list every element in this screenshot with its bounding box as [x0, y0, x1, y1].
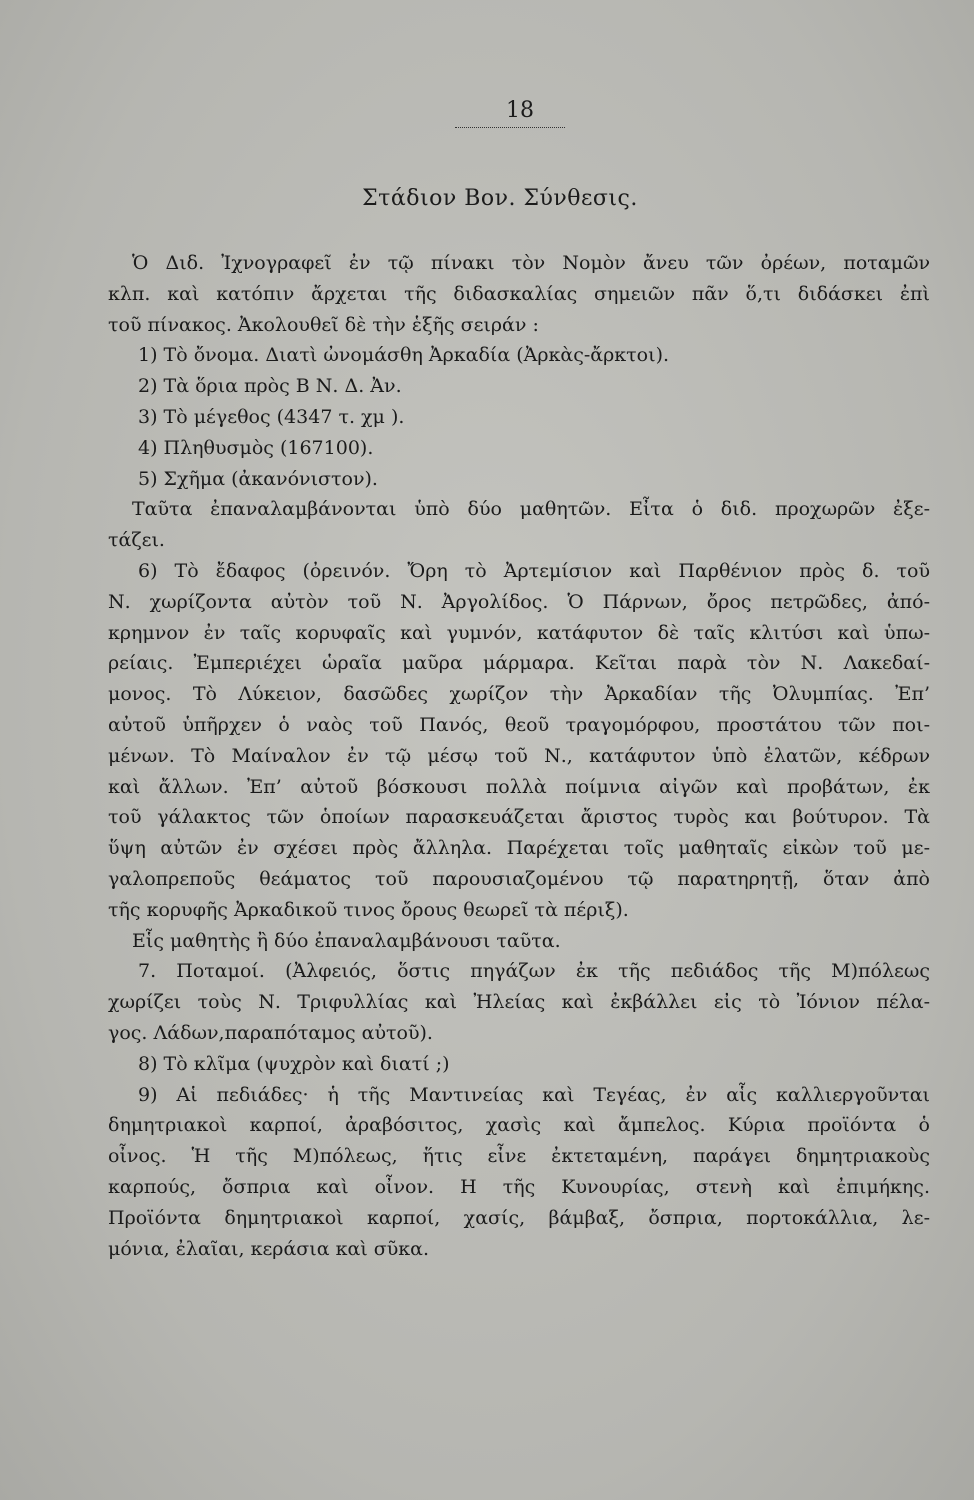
text-line: χωρίζει τοὺς Ν. Τριφυλλίας καὶ Ἠλείας καὶ ἐκβάλλει εἰς τὸ Ἰόνιον πέλα-	[108, 991, 930, 1014]
text-line: Ὁ Διδ. Ἰχνογραφεῖ ἐν τῷ πίνακι τὸν Νομὸν ἄνευ τῶν ὀρέων, ποταμῶν	[132, 252, 930, 274]
text-line: Ν. χωρίζοντα αὐτὸν τοῦ Ν. Ἀργολίδος. Ὁ Πάρνων, ὄρος πετρῶδες, ἀπό-	[108, 590, 930, 613]
page-number-rule	[455, 127, 565, 128]
body-text	[108, 248, 930, 1264]
text-line: τῆς κορυφῆς Ἀρκαδικοῦ τινος ὄρους θεωρεῖ τὰ πέριξ).	[108, 898, 629, 921]
text-line: 1) Τὸ ὄνομα. Διατὶ ὠνομάσθη Ἀρκαδία (Ἀρκὰς-ἄρκτοι).	[138, 344, 670, 367]
text-line: δημητριακοὶ καρποί, ἀραβόσιτος, χασὶς καὶ ἄμπελος. Κύρια προϊόντα ὁ	[108, 1114, 930, 1137]
text-line: μόνια, ἐλαῖαι, κεράσια καὶ σῦκα.	[108, 1237, 430, 1260]
text-line: τάζει.	[108, 529, 165, 552]
text-line: Εἷς μαθητὴς ἢ δύο ἐπαναλαμβάνουσι ταῦτα.	[132, 929, 561, 952]
text-line: 9) Αἱ πεδιάδες· ἡ τῆς Μαντινείας καὶ Τεγέας, ἐν αἷς καλλιεργοῦνται	[138, 1083, 930, 1106]
text-line: τοῦ γάλακτος τῶν ὁποίων παρασκευάζεται ἄριστος τυρὸς και βούτυρον. Τὰ	[108, 806, 930, 829]
text-line: οἶνος. Ἡ τῆς Μ)πόλεως, ἥτις εἶνε ἐκτεταμένη, παράγει δημητριακοὺς	[108, 1145, 930, 1168]
text-line: γαλοπρεποῦς θεάματος τοῦ παρουσιαζομένου τῷ παρατηρητῇ, ὅταν ἀπὸ	[108, 867, 930, 890]
text-line: ὕψη αὐτῶν ἐν σχέσει πρὸς ἄλληλα. Παρέχεται τοῖς μαθηταῖς εἰκὼν τοῦ με-	[108, 837, 930, 860]
text-line: Προϊόντα δημητριακοὶ καρποί, χασίς, βάμβαξ, ὄσπρια, πορτοκάλλια, λε-	[108, 1206, 930, 1229]
text-line: Ταῦτα ἐπαναλαμβάνονται ὑπὸ δύο μαθητῶν. Εἶτα ὁ διδ. προχωρῶν ἐξε-	[132, 498, 930, 521]
page-number: 18	[506, 98, 534, 123]
text-line: 2) Τὰ ὅρια πρὸς Β Ν. Δ. Ἀν.	[138, 375, 402, 398]
text-line: καὶ ἄλλων. Ἐπ’ αὐτοῦ βόσκουσι πολλὰ ποίμνια αἰγῶν καὶ προβάτων, ἐκ	[108, 775, 930, 798]
text-line: ρείαις. Ἐμπεριέχει ὡραῖα μαῦρα μάρμαρα. Κεῖται παρὰ τὸν Ν. Λακεδαί-	[108, 652, 930, 675]
text-line: κρημνον ἐν ταῖς κορυφαῖς καὶ γυμνόν, κατάφυτον δὲ ταῖς κλιτύσι καὶ ὑπω-	[108, 621, 930, 644]
text-line: 6) Τὸ ἔδαφος (ὀρεινόν. Ὄρη τὸ Ἀρτεμίσιον καὶ Παρθένιον πρὸς δ. τοῦ	[138, 559, 930, 582]
text-line: 8) Τὸ κλῖμα (ψυχρὸν καὶ διατί ;)	[138, 1052, 450, 1075]
text-line: 3) Τὸ μέγεθος (4347 τ. χμ ).	[138, 405, 405, 428]
text-line: 7. Ποταμοί. (Ἀλφειός, ὅστις πηγάζων ἐκ τῆς πεδιάδος τῆς Μ)πόλεως	[138, 960, 930, 983]
section-heading: Στάδιον Βον. Σύνθεσις.	[362, 186, 638, 211]
text-line: 5) Σχῆμα (ἀκανόνιστον).	[138, 467, 378, 490]
text-line: γος. Λάδων,παραπόταμος αὐτοῦ).	[108, 1021, 433, 1044]
text-line: τοῦ πίνακος. Ἀκολουθεῖ δὲ τὴν ἑξῆς σειράν :	[108, 313, 539, 336]
text-line: μονος. Τὸ Λύκειον, δασῶδες χωρίζον τὴν Ἀρκαδίαν τῆς Ὀλυμπίας. Ἐπ’	[108, 683, 930, 706]
text-line: κλπ. καὶ κατόπιν ἄρχεται τῆς διδασκαλίας σημειῶν πᾶν ὅ,τι διδάσκει ἐπὶ	[108, 282, 930, 305]
text-line: καρπούς, ὄσπρια καὶ οἶνον. Η τῆς Κυνουρίας, στενὴ καὶ ἐπιμήκης.	[108, 1175, 930, 1198]
text-line: αὐτοῦ ὑπῆρχεν ὁ ναὸς τοῦ Πανός, θεοῦ τραγομόρφου, προστάτου τῶν ποι-	[108, 713, 930, 736]
text-line: μένων. Τὸ Μαίναλον ἐν τῷ μέσῳ τοῦ Ν., κατάφυτον ὑπὸ ἐλατῶν, κέδρων	[108, 744, 930, 767]
text-line: 4) Πληθυσμὸς (167100).	[138, 436, 374, 459]
